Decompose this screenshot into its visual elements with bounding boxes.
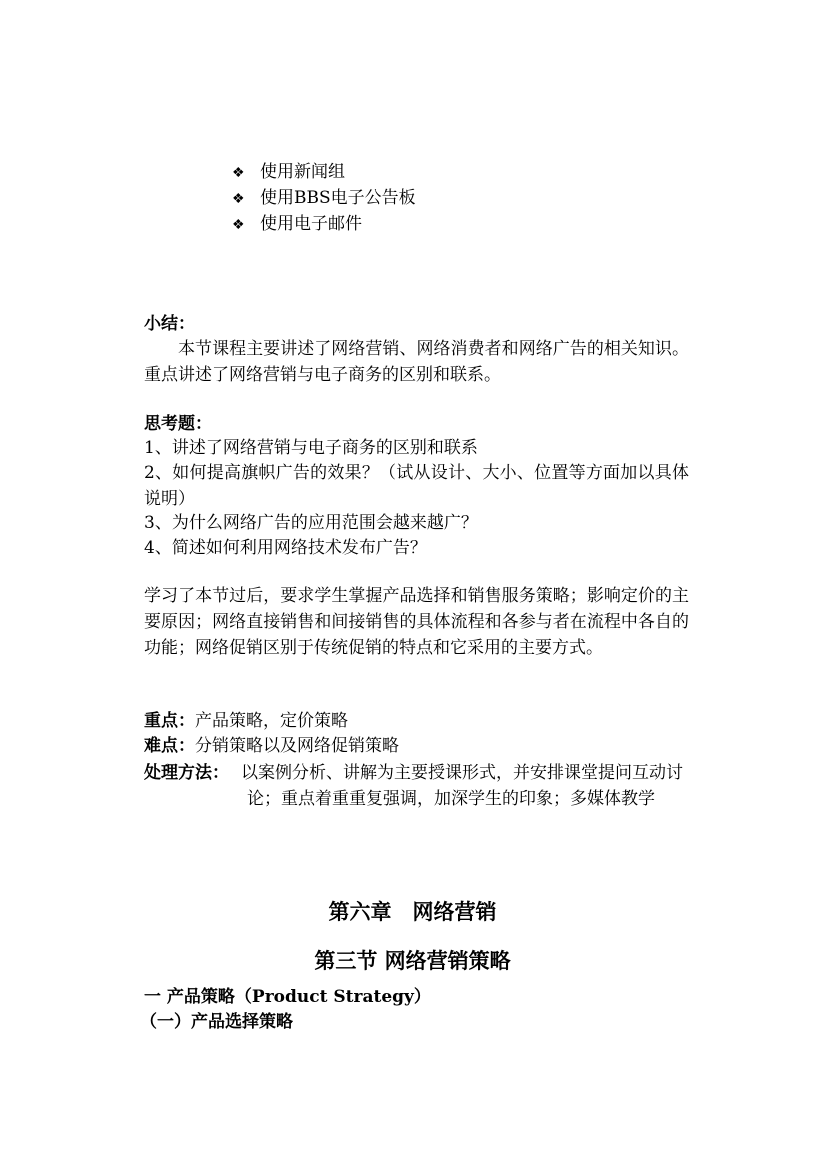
heading-product-selection: （一）产品选择策略	[140, 1012, 293, 1032]
objectives-text: 学习了本节过后，要求学生掌握产品选择和销售服务策略；影响定价的主要原因；网络直接销售和间接销售的具体流程和各参与者在流程中各自的功能；网络促销区别于传统促销的特点和它采用的主要方式。	[144, 586, 689, 658]
difficulties	[144, 734, 399, 758]
questions-heading: 思考题：	[144, 414, 212, 434]
list-item-text: 使用电子邮件	[260, 214, 362, 234]
question-2: 2、如何提高旗帜广告的效果？（试从设计、大小、位置等方面加以具体说明）	[144, 463, 689, 509]
heading-product-strategy: 一 产品策略（Product Strategy）	[144, 987, 431, 1007]
list-item	[232, 186, 416, 212]
difficulties-text: 分销策略以及网络促销策略	[195, 736, 399, 756]
diamond-bullet-icon: ❖	[232, 217, 245, 233]
list-item-text: 使用BBS电子公告板	[260, 188, 416, 208]
key-points-label: 重点：	[144, 711, 195, 731]
difficulties-label: 难点：	[144, 736, 195, 756]
chapter-title: 第六章 网络营销	[328, 899, 497, 924]
section-title: 第三节 网络营销策略	[314, 948, 511, 973]
key-points-text: 产品策略，定价策略	[195, 711, 348, 731]
diamond-bullet-icon: ❖	[232, 165, 245, 181]
question-3: 3、为什么网络广告的应用范围会越来越广？	[144, 513, 478, 533]
question-4: 4、简述如何利用网络技术发布广告？	[144, 538, 427, 558]
summary-heading: 小结：	[144, 314, 195, 334]
method-text: 以案例分析、讲解为主要授课形式，并安排课堂提问互动讨论；重点着重重复强调，加深学生的印象；多媒体教学	[241, 763, 683, 809]
diamond-bullet-icon: ❖	[232, 191, 245, 207]
list-item-text: 使用新闻组	[260, 162, 345, 182]
method-label: 处理方法：	[144, 763, 229, 783]
question-1: 1、讲述了网络营销与电子商务的区别和联系	[144, 438, 478, 458]
summary-text: 本节课程主要讲述了网络营销、网络消费者和网络广告的相关知识。重点讲述了网络营销与电子商务的区别和联系。	[144, 339, 689, 385]
bullet-list	[232, 160, 416, 238]
key-points	[144, 709, 348, 733]
list-item	[232, 160, 416, 186]
list-item	[232, 212, 416, 238]
